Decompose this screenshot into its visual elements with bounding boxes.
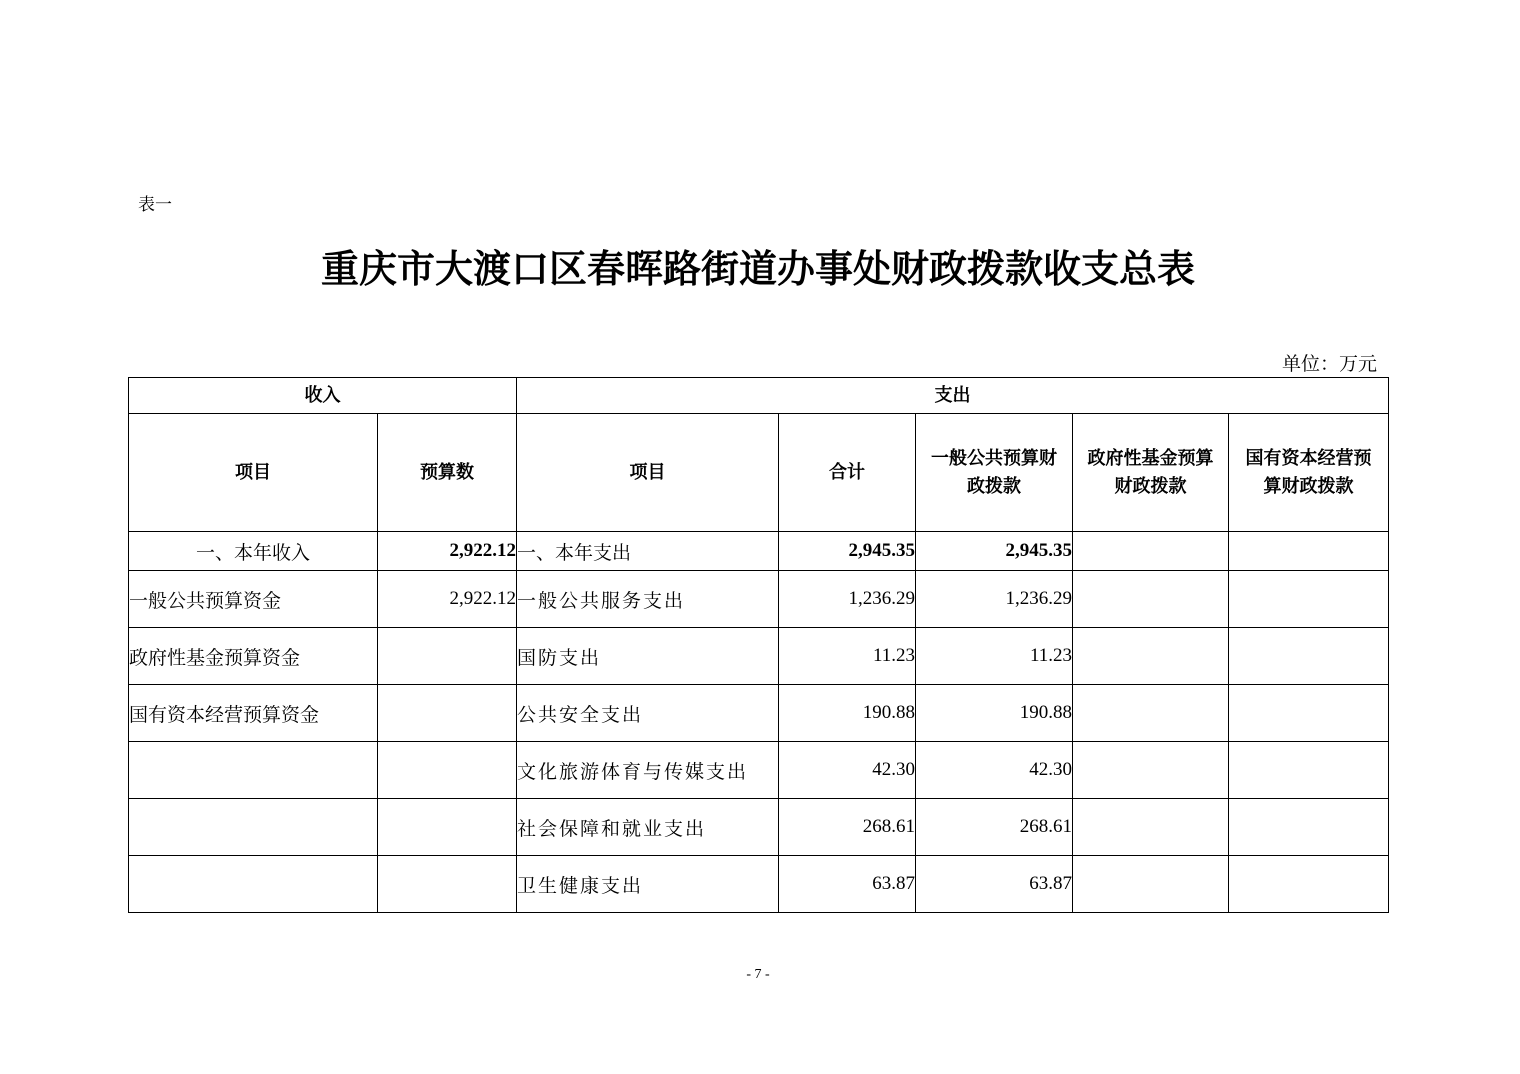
- page-title: 重庆市大渡口区春晖路街道办事处财政拨款收支总表: [320, 247, 1195, 291]
- state-capital-header: 国有资本经营预算财政拨款: [1229, 414, 1389, 532]
- expense-group-header: 支出: [517, 378, 1389, 414]
- income-budget-cell: [378, 685, 517, 742]
- total-cell: 2,945.35: [779, 532, 916, 571]
- gov-fund-cell: [1073, 532, 1229, 571]
- state-capital-cell: [1229, 856, 1389, 913]
- gov-fund-header: 政府性基金预算财政拨款: [1073, 414, 1229, 532]
- state-capital-cell: [1229, 685, 1389, 742]
- income-item-cell: 一般公共预算资金: [129, 571, 378, 628]
- general-cell: 42.30: [916, 742, 1073, 799]
- table-row: [129, 685, 1389, 742]
- gov-fund-cell: [1073, 571, 1229, 628]
- table-row: [129, 628, 1389, 685]
- income-item-cell: [129, 856, 378, 913]
- expense-item-cell: 卫生健康支出: [517, 856, 779, 913]
- expense-item-cell: 社会保障和就业支出: [517, 799, 779, 856]
- income-item-cell: 国有资本经营预算资金: [129, 685, 378, 742]
- state-capital-cell: [1229, 532, 1389, 571]
- total-cell: 268.61: [779, 799, 916, 856]
- column-header-row: [129, 414, 1389, 532]
- expense-item-cell: 国防支出: [517, 628, 779, 685]
- page-number: - 7 -: [746, 967, 770, 982]
- income-budget-cell: [378, 799, 517, 856]
- state-capital-cell: [1229, 799, 1389, 856]
- income-budget-cell: 2,922.12: [378, 532, 517, 571]
- general-cell: 63.87: [916, 856, 1073, 913]
- general-cell: 190.88: [916, 685, 1073, 742]
- income-item-cell: 一、本年收入: [129, 532, 378, 571]
- income-item-header: 项目: [129, 414, 378, 532]
- unit-label: 单位：万元: [1281, 353, 1377, 375]
- income-group-header: 收入: [129, 378, 517, 414]
- state-capital-cell: [1229, 628, 1389, 685]
- group-header-row: [129, 378, 1389, 414]
- total-cell: 190.88: [779, 685, 916, 742]
- table-row: [129, 742, 1389, 799]
- general-budget-header: 一般公共预算财政拨款: [916, 414, 1073, 532]
- expense-item-cell: 一、本年支出: [517, 532, 779, 571]
- income-budget-header: 预算数: [378, 414, 517, 532]
- budget-table: [128, 377, 1389, 913]
- expense-item-cell: 公共安全支出: [517, 685, 779, 742]
- expense-item-header: 项目: [517, 414, 779, 532]
- income-budget-cell: [378, 742, 517, 799]
- income-item-cell: 政府性基金预算资金: [129, 628, 378, 685]
- table-row: [129, 571, 1389, 628]
- gov-fund-cell: [1073, 685, 1229, 742]
- total-cell: 11.23: [779, 628, 916, 685]
- income-budget-cell: 2,922.12: [378, 571, 517, 628]
- total-cell: 1,236.29: [779, 571, 916, 628]
- income-item-cell: [129, 742, 378, 799]
- total-cell: 42.30: [779, 742, 916, 799]
- state-capital-cell: [1229, 571, 1389, 628]
- general-cell: 2,945.35: [916, 532, 1073, 571]
- gov-fund-cell: [1073, 856, 1229, 913]
- table-row: [129, 856, 1389, 913]
- table-row: [129, 532, 1389, 571]
- income-budget-cell: [378, 856, 517, 913]
- table-row: [129, 799, 1389, 856]
- income-budget-cell: [378, 628, 517, 685]
- table-label: 表一: [138, 195, 172, 215]
- gov-fund-cell: [1073, 742, 1229, 799]
- total-header: 合计: [779, 414, 916, 532]
- expense-item-cell: 一般公共服务支出: [517, 571, 779, 628]
- general-cell: 268.61: [916, 799, 1073, 856]
- general-cell: 11.23: [916, 628, 1073, 685]
- gov-fund-cell: [1073, 628, 1229, 685]
- income-item-cell: [129, 799, 378, 856]
- expense-item-cell: 文化旅游体育与传媒支出: [517, 742, 779, 799]
- gov-fund-cell: [1073, 799, 1229, 856]
- state-capital-cell: [1229, 742, 1389, 799]
- general-cell: 1,236.29: [916, 571, 1073, 628]
- total-cell: 63.87: [779, 856, 916, 913]
